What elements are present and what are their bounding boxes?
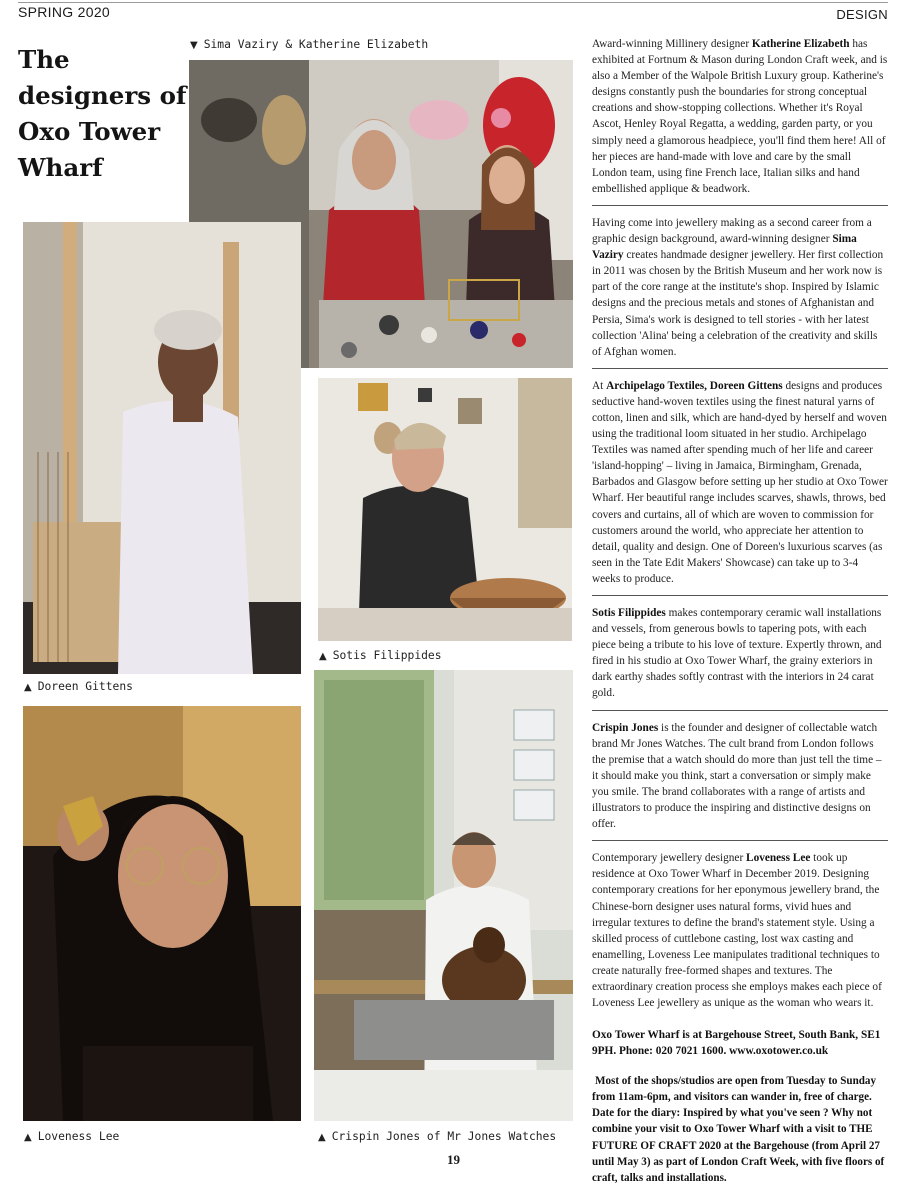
caption-sotis: ▲ Sotis Filippides [319, 649, 442, 662]
caption-arrow-down-icon: ▼ [190, 40, 198, 51]
article-text-column [592, 36, 888, 1186]
name-loveness-lee: Loveness Lee [746, 852, 811, 865]
caption-crispin: ▲ Crispin Jones of Mr Jones Watches [318, 1130, 557, 1143]
section-divider [592, 205, 888, 206]
caption-arrow-up-icon: ▲ [24, 1132, 32, 1143]
photo-loveness-lee [23, 706, 301, 1121]
section-divider [592, 595, 888, 596]
paragraph-katherine: Award-winning Millinery designer Katherine Elizabeth has exhibited at Fortnum & Mason during London Craft week, and is also a Member of the Walpole British Luxury group. Katherine's designs constantly push the boundaries for strong conceptual creations and show-stopping collections. Whether it's Royal Ascot, Henley Royal Regatta, a wedding, garden party, or you simply need a glamorous headpiece, you'll find them here! All of her pieces are hand-made with love and care by the small London team, using fine French lace, Italian silks and hand embellished applique & beadwork. [592, 38, 888, 195]
section-label: DESIGN [836, 7, 888, 22]
top-rule [18, 2, 888, 3]
caption-arrow-up-icon: ▲ [318, 1132, 326, 1143]
name-katherine-elizabeth: Katherine Elizabeth [751, 38, 850, 50]
section-divider [592, 368, 888, 369]
caption-sima-katherine: ▼ Sima Vaziry & Katherine Elizabeth [190, 38, 429, 51]
paragraph-sotis: Sotis Filippides makes contemporary ceramic wall installations and vessels, from generous bowls to tapering pots, with each piece being a tribute to his love of texture. Expertly thrown, and fired in his studio at Oxo Tower Wharf, the grainy exteriors in dark earthy shades softly contrast with the interiors in 24 carat gold. [592, 607, 882, 700]
paragraph-doreen: At Archipelago Textiles, Doreen Gittens designs and produces seductive hand-woven textiles using the finest natural yarns of cotton, linen and silk, which are hand-dyed by herself and woven using the traditional loom situated in her studio. Archipelago Textiles was named after spending much of her life and career 'island-hopping' – living in Jamaica, Birmingham, Grenada, Barbados and Glasgow before setting up her studio at Oxo Tower Wharf. Her beautiful range includes scarves, shawls, throws, bed covers and curtains, all of which are woven to commission for customers around the world, who appreciate her attention to detail, quality and design. One of Doreen's luxurious scarves (as seen in the Tate Edit Makers' Showcase) can take up to 3-4 weeks to produce. [592, 379, 888, 585]
photo-doreen-gittens [23, 222, 301, 674]
paragraph-loveness: Contemporary jewellery designer Loveness Lee took up residence at Oxo Tower Wharf in December 2019. Designing contemporary creations for her eponymous jewellery brand, the Chinese-born designer uses natural forms, vivid hues and irregular textures to define the brand's statement style. Using a skilled process of cuttlebone casting, lost wax casting and enamelling, Loveness Lee manipulates traditional techniques to create naturally free-formed shapes and textures. The extraordinary creation process she employs makes each piece of Loveness Lee jewellery as unique as the woman who wears it. [592, 852, 882, 1010]
section-divider [592, 840, 888, 841]
name-doreen-gittens: Archipelago Textiles, Doreen Gittens [606, 379, 783, 392]
closing-note: Most of the shops/studios are open from Tuesday to Sunday from 11am-6pm, and visitors can wander in, free of charge. Date for the diary: Inspired by what you've seen ? Why not combine your visit to Oxo Tower Wharf with a visit to THE FUTURE OF CRAFT 2020 at the Bargehouse (from April 27 until May 3) as part of London Craft Week, with five floors of craft, talks and installations. [592, 1075, 885, 1184]
page-number: 19 [447, 1152, 460, 1167]
caption-arrow-up-icon: ▲ [24, 682, 32, 693]
name-crispin-jones: Crispin Jones [592, 721, 659, 734]
name-sotis-filippides: Sotis Filippides [592, 607, 666, 619]
contact-info: Oxo Tower Wharf is at Bargehouse Street, South Bank, SE1 9PH. Phone: 020 7021 1600. www.oxotower.co.uk [592, 1029, 881, 1058]
paragraph-sima: Having come into jewellery making as a second career from a graphic design background, award-winning designer Sima Vaziry creates handmade designer jewellery. Her first collection in 2011 was chosen by the British Museum and her work now is part of the core range at the institute's shop. Inspired by Islamic designs and the precious metals and stones of Afghanistan and Persia, Sima's work is designed to tell stories - with her latest collection 'Alina' being a celebration of the creativity and skills of Afghan women. [592, 216, 884, 358]
photo-sotis-filippides [318, 378, 572, 641]
article-title: The designers of Oxo Tower Wharf [18, 45, 187, 182]
paragraph-crispin: Crispin Jones is the founder and designer of collectable watch brand Mr Jones Watches. The cult brand from London follows the premise that a watch should do more than just tell the time – it should make you think, start a conversation or simply make you smile. The brand collaborates with a range of artists and illustrators to produce the inspiring and distinctive designs on offer. [592, 721, 882, 831]
caption-doreen: ▲ Doreen Gittens [24, 680, 133, 693]
issue-label: SPRING 2020 [18, 4, 111, 20]
caption-arrow-up-icon: ▲ [319, 651, 327, 662]
name-sima-vaziry: Sima Vaziry [592, 233, 857, 262]
caption-loveness: ▲ Loveness Lee [24, 1130, 120, 1143]
photo-crispin-jones [314, 670, 573, 1121]
section-divider [592, 710, 888, 711]
